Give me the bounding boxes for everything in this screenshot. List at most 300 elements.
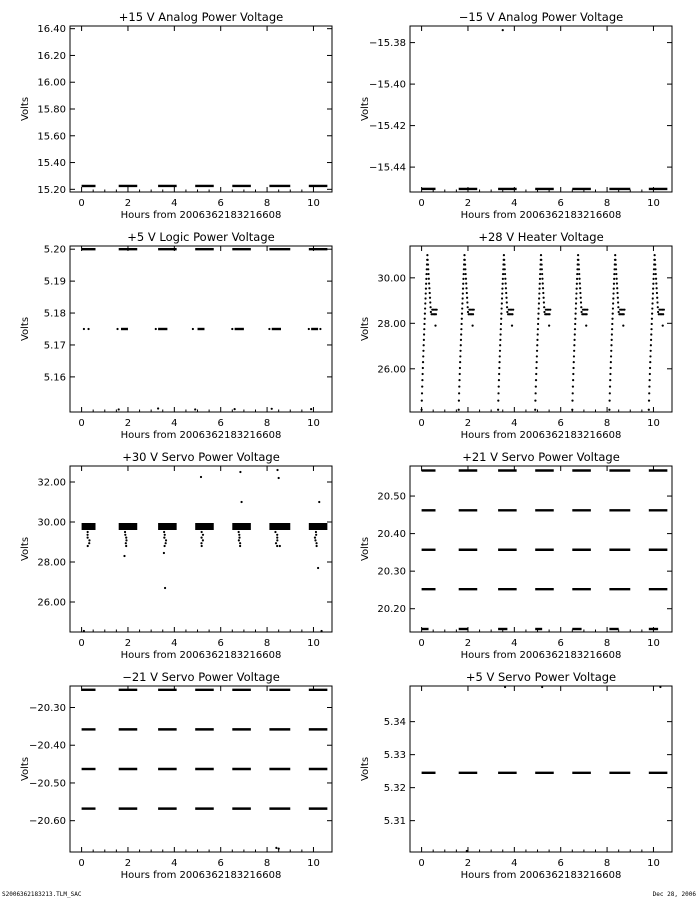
data-point [276, 537, 278, 539]
chart-title: +21 V Servo Power Voltage [462, 450, 620, 464]
data-point [536, 350, 538, 352]
data-point [538, 288, 540, 290]
data-point [650, 333, 652, 335]
data-point [578, 263, 580, 265]
data-point [498, 367, 500, 369]
x-tick-label: 6 [217, 198, 224, 209]
x-tick-label: 0 [418, 418, 425, 429]
data-point [575, 307, 577, 309]
data-point [315, 542, 317, 544]
x-axis-label: Hours from 2006362183216608 [460, 430, 622, 441]
data-point [653, 273, 655, 275]
x-tick-label: 10 [647, 638, 660, 649]
data-point [498, 385, 500, 387]
data-point [473, 309, 475, 311]
data-point [118, 408, 120, 410]
data-point [611, 333, 613, 335]
data-point [537, 323, 539, 325]
chart-title: +30 V Servo Power Voltage [122, 450, 280, 464]
data-point [465, 273, 467, 275]
data-point [423, 328, 425, 330]
x-tick-label: 0 [418, 638, 425, 649]
data-band [82, 523, 96, 530]
data-point [650, 339, 652, 341]
data-point [505, 297, 507, 299]
data-point [434, 324, 436, 326]
data-point [459, 350, 461, 352]
data-point [314, 539, 316, 541]
data-point [238, 539, 240, 541]
data-point [650, 344, 652, 346]
data-point [497, 409, 499, 411]
data-point [314, 537, 316, 539]
data-point [610, 344, 612, 346]
data-point [275, 542, 277, 544]
y-tick-label: 28.00 [37, 557, 66, 569]
data-point [83, 630, 85, 632]
data-point [315, 531, 317, 533]
x-tick-label: 0 [418, 198, 425, 209]
data-point [240, 501, 242, 503]
data-band [232, 523, 251, 530]
data-point [542, 282, 544, 284]
x-tick-label: 4 [511, 418, 518, 429]
data-point [571, 400, 573, 402]
x-tick-label: 4 [171, 858, 178, 869]
data-point [472, 324, 474, 326]
data-point [87, 328, 89, 330]
x-tick-label: 2 [124, 418, 132, 429]
data-point [649, 355, 651, 357]
data-point [500, 328, 502, 330]
data-point [427, 263, 429, 265]
data-point [571, 409, 573, 411]
data-point [422, 367, 424, 369]
y-axis-label: Volts [20, 96, 31, 122]
data-point [308, 328, 310, 330]
data-point [498, 379, 500, 381]
x-tick-label: 8 [263, 858, 271, 869]
data-point [464, 263, 466, 265]
data-point [239, 471, 241, 473]
data-band [195, 523, 214, 530]
data-point [611, 339, 613, 341]
data-point [543, 311, 545, 313]
data-point [502, 29, 504, 31]
x-tick-label: 10 [307, 198, 320, 209]
data-point [459, 367, 461, 369]
data-point [427, 273, 429, 275]
data-point [585, 324, 587, 326]
data-point [425, 278, 427, 280]
x-tick-label: 4 [171, 198, 178, 209]
data-point [536, 344, 538, 346]
data-point [574, 323, 576, 325]
data-point [429, 306, 431, 308]
y-tick-label: 5.16 [43, 372, 66, 384]
data-point [573, 350, 575, 352]
data-point [458, 409, 460, 411]
data-point [652, 297, 654, 299]
data-point [200, 537, 202, 539]
data-point [310, 408, 312, 410]
data-point [655, 278, 657, 280]
data-point [460, 339, 462, 341]
data-point [464, 268, 466, 270]
data-point [618, 311, 620, 313]
data-point [165, 539, 167, 541]
chart-title: −21 V Servo Power Voltage [122, 670, 280, 684]
x-tick-label: 8 [603, 418, 611, 429]
x-tick-label: 6 [557, 858, 564, 869]
x-tick-label: 10 [647, 858, 660, 869]
data-point [537, 318, 539, 320]
data-point [577, 254, 579, 256]
data-point [497, 400, 499, 402]
data-point [541, 268, 543, 270]
data-point [579, 282, 581, 284]
data-point [276, 469, 278, 471]
data-point [657, 311, 659, 313]
data-point [615, 263, 617, 265]
data-point [125, 539, 127, 541]
data-point [580, 301, 582, 303]
data-point [610, 367, 612, 369]
data-point [573, 344, 575, 346]
data-point [611, 323, 613, 325]
data-point [231, 328, 233, 330]
data-point [649, 379, 651, 381]
data-point [421, 400, 423, 402]
y-tick-label: 20.20 [377, 604, 406, 616]
data-point [539, 278, 541, 280]
data-point [155, 328, 157, 330]
data-point [163, 537, 165, 539]
data-point [586, 313, 588, 315]
data-point [423, 344, 425, 346]
data-point [425, 292, 427, 294]
data-point [623, 309, 625, 311]
data-point [654, 268, 656, 270]
data-point [503, 254, 505, 256]
data-point [503, 259, 505, 261]
x-tick-label: 10 [647, 418, 660, 429]
data-point [202, 539, 204, 541]
x-tick-label: 4 [171, 418, 178, 429]
data-point [423, 323, 425, 325]
data-point [459, 361, 461, 363]
data-point [499, 333, 501, 335]
data-point [575, 302, 577, 304]
y-tick-label: 15.80 [37, 104, 66, 116]
chart-panel-8 [360, 670, 672, 881]
data-point [194, 408, 196, 410]
data-point [536, 361, 538, 363]
data-point [276, 545, 278, 547]
x-tick-label: 6 [557, 418, 564, 429]
x-tick-label: 8 [263, 198, 271, 209]
data-point [650, 328, 652, 330]
data-point [192, 328, 194, 330]
data-point [572, 373, 574, 375]
data-point [429, 292, 431, 294]
data-point [649, 361, 651, 363]
data-point [648, 385, 650, 387]
data-point [239, 542, 241, 544]
data-point [461, 302, 463, 304]
data-point [652, 288, 654, 290]
data-point [574, 318, 576, 320]
data-point [659, 686, 661, 688]
data-point [421, 379, 423, 381]
data-point [428, 282, 430, 284]
footer-date: Dec 28, 2006 [652, 891, 696, 898]
data-band [119, 523, 138, 530]
data-point [537, 333, 539, 335]
data-point [501, 288, 503, 290]
data-point [426, 254, 428, 256]
data-point [573, 361, 575, 363]
chart-panel-5 [20, 450, 332, 661]
data-point [276, 539, 278, 541]
data-point [543, 306, 545, 308]
data-point [616, 282, 618, 284]
x-axis-label: Hours from 2006362183216608 [120, 870, 282, 881]
data-point [576, 288, 578, 290]
data-point [535, 392, 537, 394]
data-point [505, 282, 507, 284]
y-tick-label: 16.20 [37, 50, 66, 62]
data-point [648, 400, 650, 402]
plot-frame [70, 466, 332, 632]
data-point [278, 848, 280, 850]
data-point [467, 311, 469, 313]
data-point [276, 534, 278, 536]
data-point [124, 534, 126, 536]
data-point [163, 545, 165, 547]
data-point [428, 278, 430, 280]
data-point [502, 273, 504, 275]
data-point [501, 292, 503, 294]
data-point [466, 850, 468, 852]
data-point [652, 292, 654, 294]
data-point [648, 409, 650, 411]
data-point [580, 311, 582, 313]
data-point [656, 287, 658, 289]
data-point [576, 273, 578, 275]
data-point [576, 283, 578, 285]
data-point [466, 292, 468, 294]
data-point [535, 379, 537, 381]
data-point [608, 409, 610, 411]
chart-panel-1 [20, 10, 332, 221]
y-tick-label: 26.00 [37, 597, 66, 609]
data-point [498, 373, 500, 375]
data-point [463, 273, 465, 275]
data-point [502, 278, 504, 280]
data-point [541, 273, 543, 275]
data-point [238, 537, 240, 539]
data-point [201, 545, 203, 547]
data-point [504, 686, 506, 688]
data-point [612, 307, 614, 309]
data-point [613, 273, 615, 275]
data-point [609, 379, 611, 381]
data-point [125, 542, 127, 544]
data-point [616, 287, 618, 289]
data-point [502, 283, 504, 285]
data-point [575, 297, 577, 299]
data-point [165, 542, 167, 544]
data-point [501, 302, 503, 304]
data-point [543, 297, 545, 299]
data-point [540, 263, 542, 265]
data-point [539, 273, 541, 275]
x-tick-label: 2 [124, 198, 132, 209]
y-tick-label: 5.18 [43, 308, 66, 320]
data-point [613, 288, 615, 290]
data-point [623, 313, 625, 315]
data-point [574, 328, 576, 330]
x-tick-label: 10 [647, 198, 660, 209]
x-axis-label: Hours from 2006362183216608 [460, 870, 622, 881]
data-point [612, 313, 614, 315]
chart-title: +5 V Logic Power Voltage [127, 230, 275, 244]
data-point [575, 313, 577, 315]
data-point [500, 318, 502, 320]
data-point [650, 350, 652, 352]
data-point [239, 545, 241, 547]
data-point [465, 282, 467, 284]
y-tick-label: 5.20 [43, 244, 66, 256]
data-point [534, 400, 536, 402]
data-point [436, 309, 438, 311]
y-tick-label: 5.32 [383, 783, 406, 795]
data-point [655, 273, 657, 275]
data-point [504, 273, 506, 275]
data-point [542, 292, 544, 294]
y-tick-label: 30.00 [37, 517, 66, 529]
plot-frame [410, 246, 672, 412]
x-tick-label: 8 [603, 638, 611, 649]
y-tick-label: −15.40 [368, 79, 406, 91]
data-point [87, 537, 89, 539]
data-point [497, 392, 499, 394]
data-point [611, 318, 613, 320]
data-point [651, 318, 653, 320]
y-tick-label: −20.50 [28, 778, 66, 790]
chart-panel-2 [360, 10, 672, 221]
data-point [462, 292, 464, 294]
x-tick-label: 6 [217, 418, 224, 429]
data-point [460, 344, 462, 346]
data-point [467, 306, 469, 308]
data-point [540, 254, 542, 256]
y-tick-label: 5.31 [383, 816, 406, 828]
data-point [466, 301, 468, 303]
x-tick-label: 4 [171, 638, 178, 649]
data-point [617, 301, 619, 303]
data-point [271, 408, 273, 410]
data-point [320, 630, 322, 632]
data-point [549, 309, 551, 311]
data-point [534, 409, 536, 411]
data-point [234, 408, 236, 410]
y-tick-label: −20.60 [28, 816, 66, 828]
y-tick-label: 30.00 [377, 273, 406, 285]
data-point [464, 259, 466, 261]
data-point [425, 288, 427, 290]
data-point [572, 367, 574, 369]
data-point [651, 302, 653, 304]
data-point [539, 283, 541, 285]
data-point [499, 344, 501, 346]
data-point [505, 287, 507, 289]
y-tick-label: 15.40 [37, 158, 66, 170]
plot-frame [410, 686, 672, 852]
data-point [574, 333, 576, 335]
data-point [462, 278, 464, 280]
data-point [548, 324, 550, 326]
data-point [125, 537, 127, 539]
data-point [651, 313, 653, 315]
y-tick-label: 20.50 [377, 491, 406, 503]
data-point [609, 400, 611, 402]
x-axis-label: Hours from 2006362183216608 [120, 210, 282, 221]
data-point [458, 379, 460, 381]
data-point [654, 254, 656, 256]
data-point [657, 306, 659, 308]
data-point [506, 311, 508, 313]
x-tick-label: 2 [124, 638, 132, 649]
data-point [542, 287, 544, 289]
data-point [88, 542, 90, 544]
data-point [460, 333, 462, 335]
x-tick-label: 8 [263, 418, 271, 429]
data-point [461, 307, 463, 309]
data-point [537, 313, 539, 315]
data-point [458, 400, 460, 402]
x-tick-label: 0 [418, 858, 425, 869]
data-point [609, 385, 611, 387]
data-point [572, 385, 574, 387]
chart-title: −15 V Analog Power Voltage [458, 10, 624, 24]
data-point [87, 545, 89, 547]
data-point [499, 355, 501, 357]
data-point [278, 477, 280, 479]
data-point [318, 501, 320, 503]
data-point [202, 534, 204, 536]
data-point [612, 297, 614, 299]
data-point [87, 531, 89, 533]
y-tick-label: 5.34 [383, 717, 406, 729]
data-point [610, 350, 612, 352]
data-point [499, 350, 501, 352]
y-tick-label: 32.00 [37, 477, 66, 489]
x-tick-label: 6 [557, 638, 564, 649]
data-point [427, 268, 429, 270]
y-axis-label: Volts [360, 756, 371, 782]
data-point [610, 361, 612, 363]
data-point [274, 531, 276, 533]
chart-panel-7 [20, 670, 332, 881]
data-point [459, 373, 461, 375]
data-point [617, 306, 619, 308]
data-point [163, 552, 165, 554]
data-point [648, 392, 650, 394]
data-point [652, 283, 654, 285]
y-tick-label: −15.42 [368, 121, 406, 133]
